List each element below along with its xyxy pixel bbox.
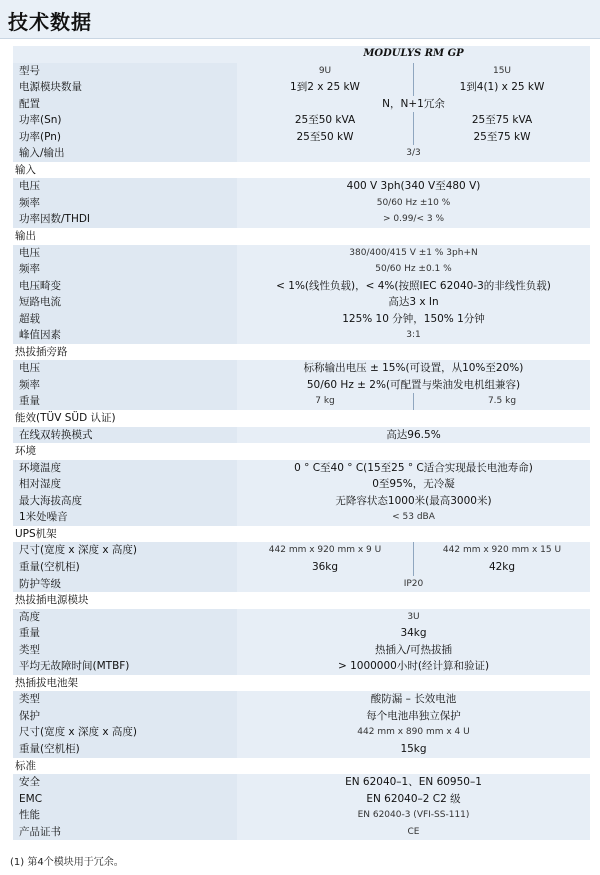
spec-row <box>13 691 590 708</box>
spec-row <box>13 476 590 493</box>
section-header-row <box>13 592 590 609</box>
spec-label: 安全 <box>13 774 237 791</box>
spec-value: 50/60 Hz ± 2%(可配置与柴油发电机组兼容) <box>306 378 521 391</box>
spec-label: 型号 <box>13 63 237 80</box>
spec-label: 输入/输出 <box>13 145 237 162</box>
spec-label: 产品证书 <box>13 824 237 841</box>
spec-value: 热插入/可热拔插 <box>374 643 453 656</box>
section-title: 标准 <box>15 759 36 772</box>
section-title: 热拔插旁路 <box>15 345 68 358</box>
spec-row <box>13 774 590 791</box>
spec-value: 3/3 <box>406 148 421 159</box>
spec-value: 25至75 kVA <box>471 114 533 127</box>
spec-value: N，N+1冗余 <box>382 97 445 110</box>
spec-label: 频率 <box>13 195 237 212</box>
spec-row <box>13 278 590 295</box>
spec-label: 重量(空机柜) <box>13 559 237 576</box>
model-header-row <box>13 46 590 63</box>
section-header-row <box>13 758 590 775</box>
spec-label: 配置 <box>13 96 237 113</box>
spec-row <box>13 576 590 593</box>
spec-label: 类型 <box>13 642 237 659</box>
spec-row <box>13 807 590 824</box>
spec-value: 50/60 Hz ±10 % <box>376 197 451 208</box>
spec-row <box>13 625 590 642</box>
spec-label: 电源模块数量 <box>13 79 237 96</box>
spec-row <box>13 211 590 228</box>
spec-row <box>13 145 590 162</box>
section-title: 热插拔电池架 <box>15 676 78 689</box>
spec-value: 50/60 Hz ±0.1 % <box>375 264 452 275</box>
spec-value: 25至75 kW <box>473 130 531 143</box>
spec-row <box>13 559 590 576</box>
spec-row <box>13 791 590 808</box>
spec-row <box>13 79 590 96</box>
spec-row <box>13 311 590 328</box>
spec-value: 125% 10 分钟，150% 1分钟 <box>342 312 485 325</box>
spec-value: EN 62040–2 C2 级 <box>366 792 461 805</box>
spec-row <box>13 642 590 659</box>
spec-label: 重量 <box>13 625 237 642</box>
spec-row <box>13 708 590 725</box>
spec-label: 超载 <box>13 311 237 328</box>
spec-row <box>13 245 590 262</box>
spec-table <box>13 46 590 840</box>
section-header-row <box>13 675 590 692</box>
spec-label: 重量(空机柜) <box>13 741 237 758</box>
spec-label: 频率 <box>13 377 237 394</box>
spec-value: 1到4(1) x 25 kW <box>459 81 545 94</box>
spec-row <box>13 112 590 129</box>
spec-label: 短路电流 <box>13 294 237 311</box>
spec-value: 无降容状态1000米(最高3000米) <box>335 494 492 507</box>
spec-value: 380/400/415 V ±1 % 3ph+N <box>349 247 478 258</box>
spec-value: 25至50 kW <box>237 129 414 146</box>
spec-label: 电压 <box>13 178 237 195</box>
spec-row <box>13 509 590 526</box>
section-title: 热拔插电源模块 <box>15 594 89 607</box>
spec-value: 7.5 kg <box>487 396 517 407</box>
spec-row <box>13 294 590 311</box>
spec-row <box>13 129 590 146</box>
spec-value: CE <box>407 826 420 837</box>
spec-label: 最大海拔高度 <box>13 493 237 510</box>
section-header-row <box>13 162 590 179</box>
spec-value: 42kg <box>488 560 516 573</box>
title-bar <box>0 0 600 39</box>
model-name: MODULYS RM GP <box>363 48 464 59</box>
spec-value: EN 62040–1、EN 60950–1 <box>345 776 482 789</box>
section-title: 能效(TÜV SÜD 认证) <box>15 412 116 425</box>
spec-label: 高度 <box>13 609 237 626</box>
spec-row <box>13 195 590 212</box>
spec-row <box>13 824 590 841</box>
spec-label: 平均无故障时间(MTBF) <box>13 658 237 675</box>
spec-label: 保护 <box>13 708 237 725</box>
spec-value: 442 mm x 890 mm x 4 U <box>357 727 470 738</box>
spec-label: 电压畸变 <box>13 278 237 295</box>
spec-row <box>13 327 590 344</box>
spec-row <box>13 178 590 195</box>
spec-label: 相对湿度 <box>13 476 237 493</box>
spec-value: 34kg <box>400 627 427 640</box>
spec-label: 电压 <box>13 245 237 262</box>
spec-label: 防护等级 <box>13 576 237 593</box>
spec-row <box>13 393 590 410</box>
spec-value: > 0.99/< 3 % <box>382 214 444 225</box>
footnote: (1) 第4个模块用于冗余。 <box>10 857 124 868</box>
spec-label: 类型 <box>13 691 237 708</box>
section-title: UPS机架 <box>15 527 57 540</box>
spec-value: 每个电池串独立保护 <box>366 709 461 722</box>
spec-value: 标称输出电压 ± 15%(可设置，从10%至20%) <box>303 362 524 375</box>
spec-label: 功率(Sn) <box>13 112 237 129</box>
spec-value: 3U <box>407 611 420 622</box>
spec-row <box>13 427 590 444</box>
spec-value: 15U <box>492 65 512 76</box>
spec-row <box>13 460 590 477</box>
spec-value: 25至50 kVA <box>237 112 414 129</box>
spec-value: < 53 dBA <box>392 512 435 523</box>
page-title: 技术数据 <box>8 10 92 34</box>
spec-label: 尺寸(宽度 x 深度 x 高度) <box>13 542 237 559</box>
spec-label: 功率因数/THDI <box>13 211 237 228</box>
section-header-row <box>13 344 590 361</box>
spec-row <box>13 360 590 377</box>
spec-row <box>13 609 590 626</box>
spec-value: 高达3 x In <box>388 296 439 309</box>
spec-label: 峰值因素 <box>13 327 237 344</box>
spec-label: 电压 <box>13 360 237 377</box>
spec-value: 0至95%，无冷凝 <box>372 478 455 491</box>
spec-label: 1米处噪音 <box>13 509 237 526</box>
spec-value: 442 mm x 920 mm x 9 U <box>237 542 414 559</box>
spec-row <box>13 542 590 559</box>
spec-value: 3:1 <box>406 330 421 341</box>
spec-value: 1到2 x 25 kW <box>237 79 414 96</box>
section-title: 环境 <box>15 445 36 458</box>
spec-label: 环境温度 <box>13 460 237 477</box>
spec-row <box>13 63 590 80</box>
spec-row <box>13 658 590 675</box>
spec-label: 频率 <box>13 261 237 278</box>
spec-row <box>13 261 590 278</box>
spec-value: 0 ° C至40 ° C(15至25 ° C适合实现最长电池寿命) <box>294 461 533 474</box>
section-header-row <box>13 410 590 427</box>
spec-value: 15kg <box>400 742 427 755</box>
spec-value: 442 mm x 920 mm x 15 U <box>442 545 562 556</box>
spec-label: 在线双转换模式 <box>13 427 237 444</box>
spec-label: 尺寸(宽度 x 深度 x 高度) <box>13 724 237 741</box>
spec-value: 高达96.5% <box>386 428 441 441</box>
spec-row <box>13 724 590 741</box>
section-title: 输出 <box>15 230 36 243</box>
spec-value: < 1%(线性负载)，< 4%(按照IEC 62040-3的非线性负载) <box>276 279 551 292</box>
spec-value: 400 V 3ph(340 V至480 V) <box>346 180 481 193</box>
model-header-label <box>13 46 237 63</box>
spec-label: EMC <box>13 791 237 808</box>
spec-row <box>13 493 590 510</box>
spec-row <box>13 377 590 394</box>
spec-label: 重量 <box>13 393 237 410</box>
section-header-row <box>13 526 590 543</box>
spec-label: 功率(Pn) <box>13 129 237 146</box>
spec-row <box>13 96 590 113</box>
spec-row <box>13 741 590 758</box>
spec-value: IP20 <box>403 578 424 589</box>
spec-value: > 1000000小时(经计算和验证) <box>337 660 490 673</box>
spec-value: 9U <box>237 63 414 80</box>
spec-value: 36kg <box>237 559 414 576</box>
section-title: 输入 <box>15 163 36 176</box>
spec-value: 酸防漏 – 长效电池 <box>370 693 457 706</box>
spec-value: 7 kg <box>237 393 414 410</box>
spec-label: 性能 <box>13 807 237 824</box>
spec-value: EN 62040-3 (VFI-SS-111) <box>357 810 470 821</box>
section-header-row <box>13 228 590 245</box>
section-header-row <box>13 443 590 460</box>
